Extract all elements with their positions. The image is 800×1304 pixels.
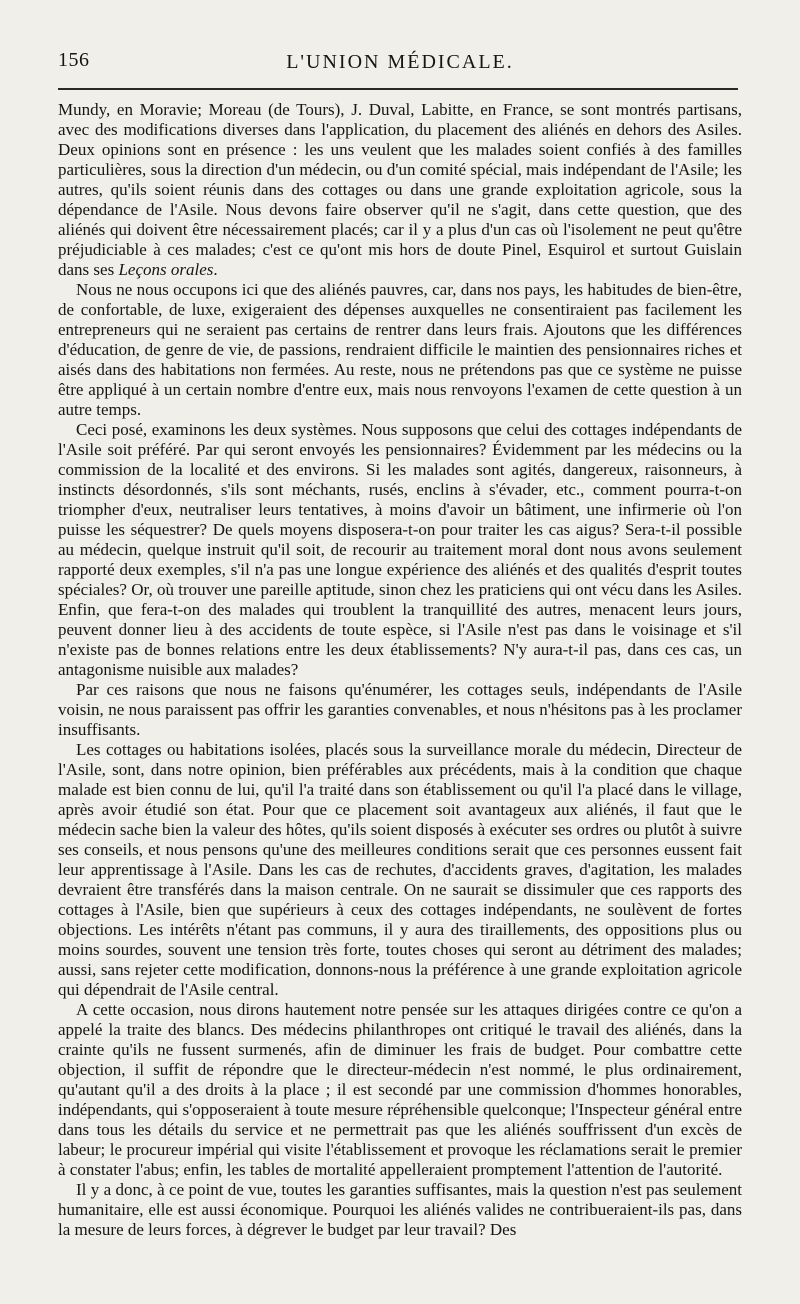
page-header [58,42,742,74]
paragraph [58,1000,742,1180]
paragraph-text: Par ces raisons que nous ne faisons qu'énumérer, les cottages seuls, indépendants de l'Asile voisin, ne nous paraissent pas offrir les garanties convenables, et nous n'hésitons pas à les proclamer insuffisants. [58,680,742,739]
paragraph-text: A cette occasion, nous dirons hautement notre pensée sur les attaques dirigées contre ce qu'on a appelé la traite des blancs. Des médecins philanthropes ont critiqué le travail des aliénés, dans la crainte qu'ils ne fussent surmenés, afin de diminuer les frais de budget. Pour combattre cette objection, il suffit de répondre que le directeur-médecin n'est nommé, le plus ordinairement, qu'autant qu'il a des droits à la place ; il est secondé par une commission d'hommes honorables, indépendants, qui s'opposeraient à toute mesure répréhensible quelconque; l'Inspecteur général entre dans tous les détails du service et ne permettrait pas que les aliénés souffrissent d'un excès de labeur; le procureur impérial qui visite l'établissement et provoque les réclamations serait le premier à constater l'abus; enfin, les tables de mortalité appelleraient promptement l'attention de l'autorité. [58,1000,742,1179]
paragraph-text: . [213,260,218,279]
page-number: 156 [58,49,90,71]
paragraph-text: Ceci posé, examinons les deux systèmes. Nous supposons que celui des cottages indépendants de l'Asile soit préféré. Par qui seront envoyés les pensionnaires? Évidemment par les médecins ou la commission de la localité et des environs. Si les malades sont agités, dangereux, raisonneurs, à instincts désordonnés, s'ils sont méchants, rusés, enclins à s'évader, etc., comment pourra-t-on triompher d'eux, neutraliser leurs tentatives, à moins d'avoir un bâtiment, une infirmerie où l'on puisse les séquestrer? De quels moyens disposera-t-on pour traiter les cas aigus? Sera-t-il possible au médecin, quelque instruit qu'il soit, de recourir au traitement moral dont nous avons seulement rapporté deux exemples, s'il n'a pas une longue expérience des aliénés et des qualités d'esprit toutes spéciales? Or, où trouver une pareille aptitude, sinon chez les praticiens qui ont vécu dans les Asiles. Enfin, que fera-t-on des malades qui troublent la tranquillité des autres, menacent leurs jours, peuvent donner lieu à des accidents de toute espèce, si l'Asile n'est pas dans le voisinage et s'il n'existe pas de bonnes relations entre les deux établissements? N'y aura-t-il pas, dans ces cas, un antagonisme nuisible aux malades? [58,420,742,679]
running-title: L'UNION MÉDICALE. [286,51,514,73]
body-text [58,100,742,1240]
paragraph [58,1180,742,1240]
paragraph [58,420,742,680]
paragraph [58,680,742,740]
paragraph-text: Mundy, en Moravie; Moreau (de Tours), J. Duval, Labitte, en France, se sont montrés partisans, avec des modifications diverses dans l'application, du placement des aliénés en dehors des Asiles. Deux opinions sont en présence : les uns veulent que les malades soient confiés à des familles particulières, sous la direction d'un médecin, ou d'un comité spécial, mais indépendant de l'Asile; les autres, qu'ils soient réunis dans des cottages ou dans une grande exploitation agricole, sous la dépendance de l'Asile. Nous devons faire observer qu'il ne s'agit, dans cette question, que des aliénés qui doivent être nécessairement placés; car il y a plus d'un cas où l'isolement ne peut qu'être préjudiciable à ces malades; c'est ce qu'ont mis hors de doute Pinel, Esquirol et surtout Guislain dans ses [58,100,742,279]
paragraph-text: Nous ne nous occupons ici que des aliénés pauvres, car, dans nos pays, les habitudes de bien-être, de confortable, de luxe, exigeraient des dépenses auxquelles ne consentiraient pas facilement les entrepreneurs qui ne seraient pas certains de rentrer dans leurs frais. Ajoutons que les différences d'éducation, de genre de vie, de passions, rendraient difficile le maintien des pensionnaires riches et aisés dans des habitations non fermées. Au reste, nous ne prétendons pas que ce système ne puisse être appliqué à un certain nombre d'entre eux, mais nous renvoyons l'examen de cette question à un autre temps. [58,280,742,419]
book-title: Leçons orales [118,260,214,279]
paragraph [58,740,742,1000]
paragraph [58,100,742,280]
paragraph [58,280,742,420]
paragraph-text: Il y a donc, à ce point de vue, toutes les garanties suffisantes, mais la question n'est pas seulement humanitaire, elle est aussi économique. Pourquoi les aliénés valides ne contribueraient-ils pas, dans la mesure de leurs forces, à dégrever le budget par leur travail? Des [58,1180,742,1239]
header-rule [58,88,738,90]
paragraph-text: Les cottages ou habitations isolées, placés sous la surveillance morale du médecin, Directeur de l'Asile, sont, dans notre opinion, bien préférables aux précédents, mais à la condition que chaque malade est bien connu de lui, qu'il l'a traité dans son établissement ou qu'il l'a placé dans le village, après avoir étudié son état. Pour que ce placement soit avantageux aux aliénés, il faut que le médecin sache bien la valeur des hôtes, qu'ils soient disposés à exécuter ses ordres ou plutôt à suivre ses conseils, et nous pensons qu'une des meilleures conditions serait que ces personnes eussent fait leur apprentissage à l'Asile. Dans les cas de rechutes, d'accidents graves, d'agitation, les malades devraient être transférés dans la maison centrale. On ne saurait se dissimuler que ces rapports des cottages à l'Asile, bien que supérieurs à ceux des cottages indépendants, ne soulèvent de fortes objections. Les intérêts n'étant pas communs, il y aura des tiraillements, des oppositions plus ou moins sourdes, souvent une tension très forte, toutes choses qui seront au détriment des malades; aussi, sans rejeter cette modification, donnons-nous la préférence à une grande exploitation agricole qui dépendrait de l'Asile central. [58,740,742,999]
